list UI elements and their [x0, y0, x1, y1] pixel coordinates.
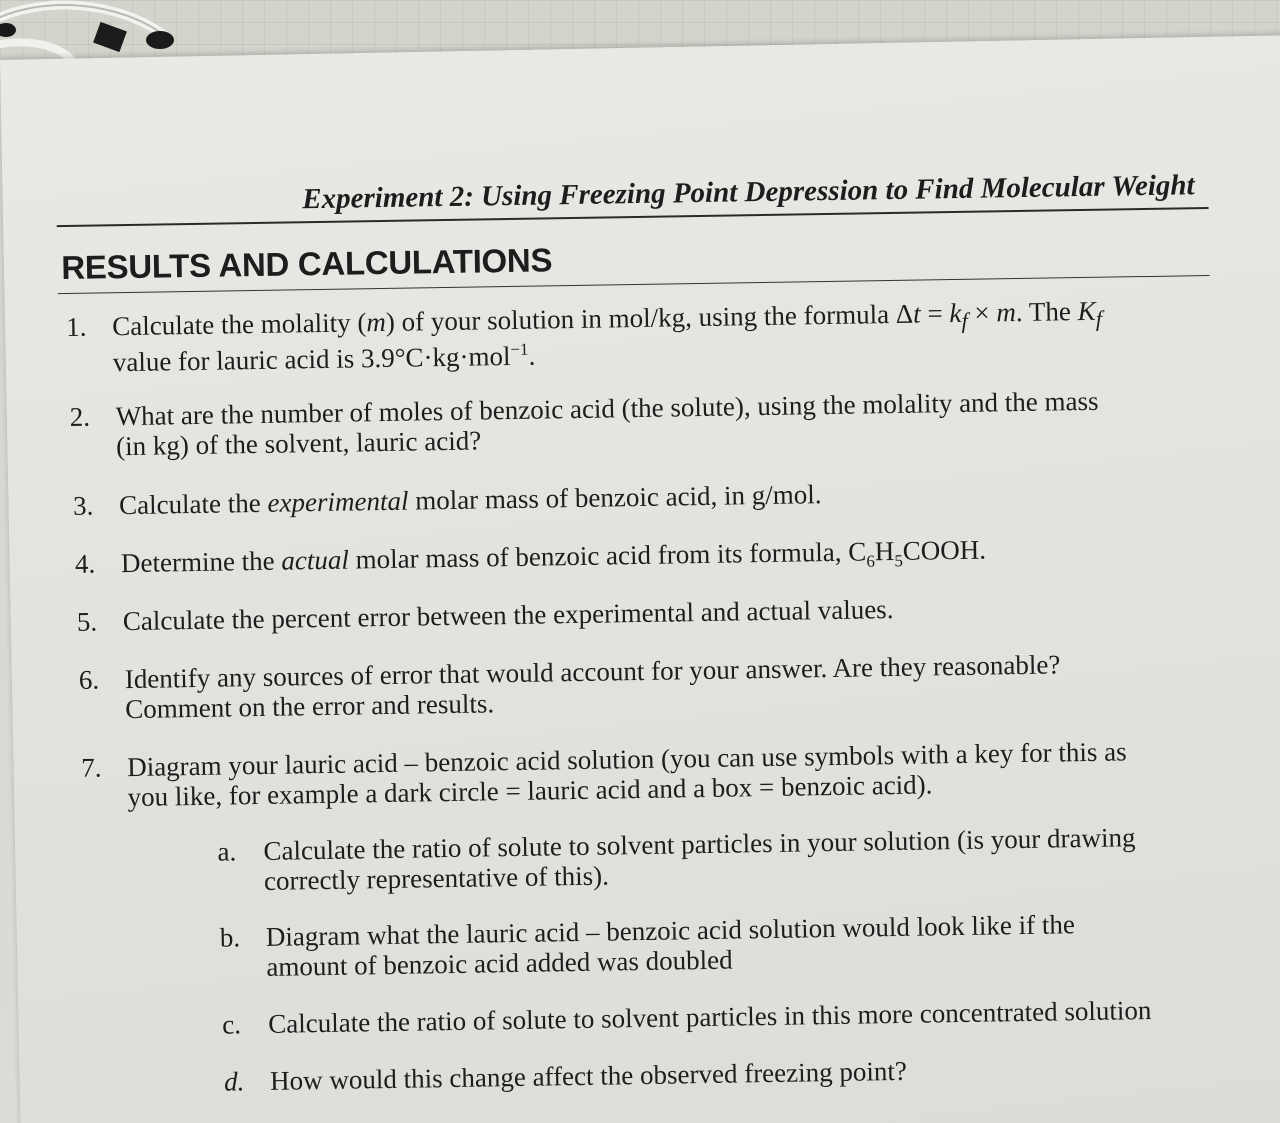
- subquestion-letter: a.: [217, 836, 237, 867]
- text-run: 5: [894, 551, 904, 571]
- section-heading: RESULTS AND CALCULATIONS: [61, 241, 553, 287]
- text-run: COOH.: [902, 534, 987, 566]
- text-run: molar mass of benzoic acid from its formula, C: [348, 536, 867, 575]
- text-run: f: [961, 308, 968, 334]
- subquestion-text: amount of benzoic acid added was doubled: [266, 944, 733, 982]
- text-run: K: [1077, 295, 1096, 327]
- text-run: m: [996, 297, 1017, 328]
- question-text: you like, for example a dark circle = lauric acid and a box = benzoic acid).: [127, 769, 933, 813]
- text-run: ×: [967, 297, 997, 328]
- question-number: 5.: [76, 606, 98, 637]
- question-number: 2.: [69, 401, 91, 432]
- text-run: actual: [281, 544, 350, 576]
- question-text: [119, 479, 822, 520]
- question-number: 6.: [78, 664, 100, 695]
- subquestion-text: Calculate the ratio of solute to solvent particles in this more concentrated solution: [268, 995, 1152, 1039]
- subquestion-letter: b.: [219, 922, 241, 953]
- subquestion-text: How would this change affect the observed freezing point?: [269, 1055, 908, 1096]
- question-text: (in kg) of the solvent, lauric acid?: [115, 425, 482, 462]
- question-text: Comment on the error and results.: [125, 688, 495, 725]
- question-text: Identify any sources of error that would account for your answer. Are they reasonable?: [124, 649, 1061, 695]
- subquestion-text: Diagram what the lauric acid – benzoic acid solution would look like if the: [265, 909, 1076, 952]
- text-run: Calculate the molality (: [112, 307, 367, 342]
- text-run: H: [874, 536, 895, 567]
- text-run: Determine the: [120, 545, 282, 579]
- question-number: 3.: [72, 490, 94, 521]
- question-text: [112, 335, 535, 378]
- text-run: −1: [510, 339, 529, 360]
- text-run: t: [912, 298, 921, 329]
- question-text: What are the number of moles of benzoic acid (the solute), using the molality and the mass: [115, 385, 1099, 432]
- text-run: experimental: [267, 485, 409, 518]
- text-run: f: [1095, 306, 1103, 332]
- text-run: m: [366, 306, 387, 338]
- text-run: molar mass of benzoic acid, in g/mol.: [408, 479, 822, 516]
- text-run: Calculate the: [118, 487, 268, 521]
- question-number: 7.: [80, 752, 102, 783]
- subquestion-letter: c.: [222, 1009, 242, 1040]
- text-run: value for lauric acid is 3.9°C·kg·mol: [112, 341, 511, 378]
- subquestion-text: correctly representative of this).: [263, 860, 610, 896]
- question-number: 4.: [74, 548, 96, 579]
- text-run: . The: [1015, 296, 1078, 328]
- text-run: .: [528, 340, 536, 371]
- question-text: [121, 535, 987, 589]
- text-run: ) of your solution in mol/kg, using the formula Δ: [385, 298, 914, 337]
- text-run: =: [920, 298, 950, 329]
- text-run: k: [949, 297, 962, 329]
- subquestion-letter: d.: [223, 1066, 245, 1097]
- subquestion-text: Calculate the ratio of solute to solvent particles in your solution (is your drawing: [263, 822, 1136, 866]
- question-text: Diagram your lauric acid – benzoic acid solution (you can use symbols with a key for this as: [126, 736, 1127, 783]
- experiment-title: Experiment 2: Using Freezing Point Depression to Find Molecular Weight: [302, 169, 1195, 216]
- question-number: 1.: [66, 311, 87, 342]
- question-text: Calculate the percent error between the experimental and actual values.: [122, 594, 894, 637]
- text-run: 6: [866, 551, 876, 571]
